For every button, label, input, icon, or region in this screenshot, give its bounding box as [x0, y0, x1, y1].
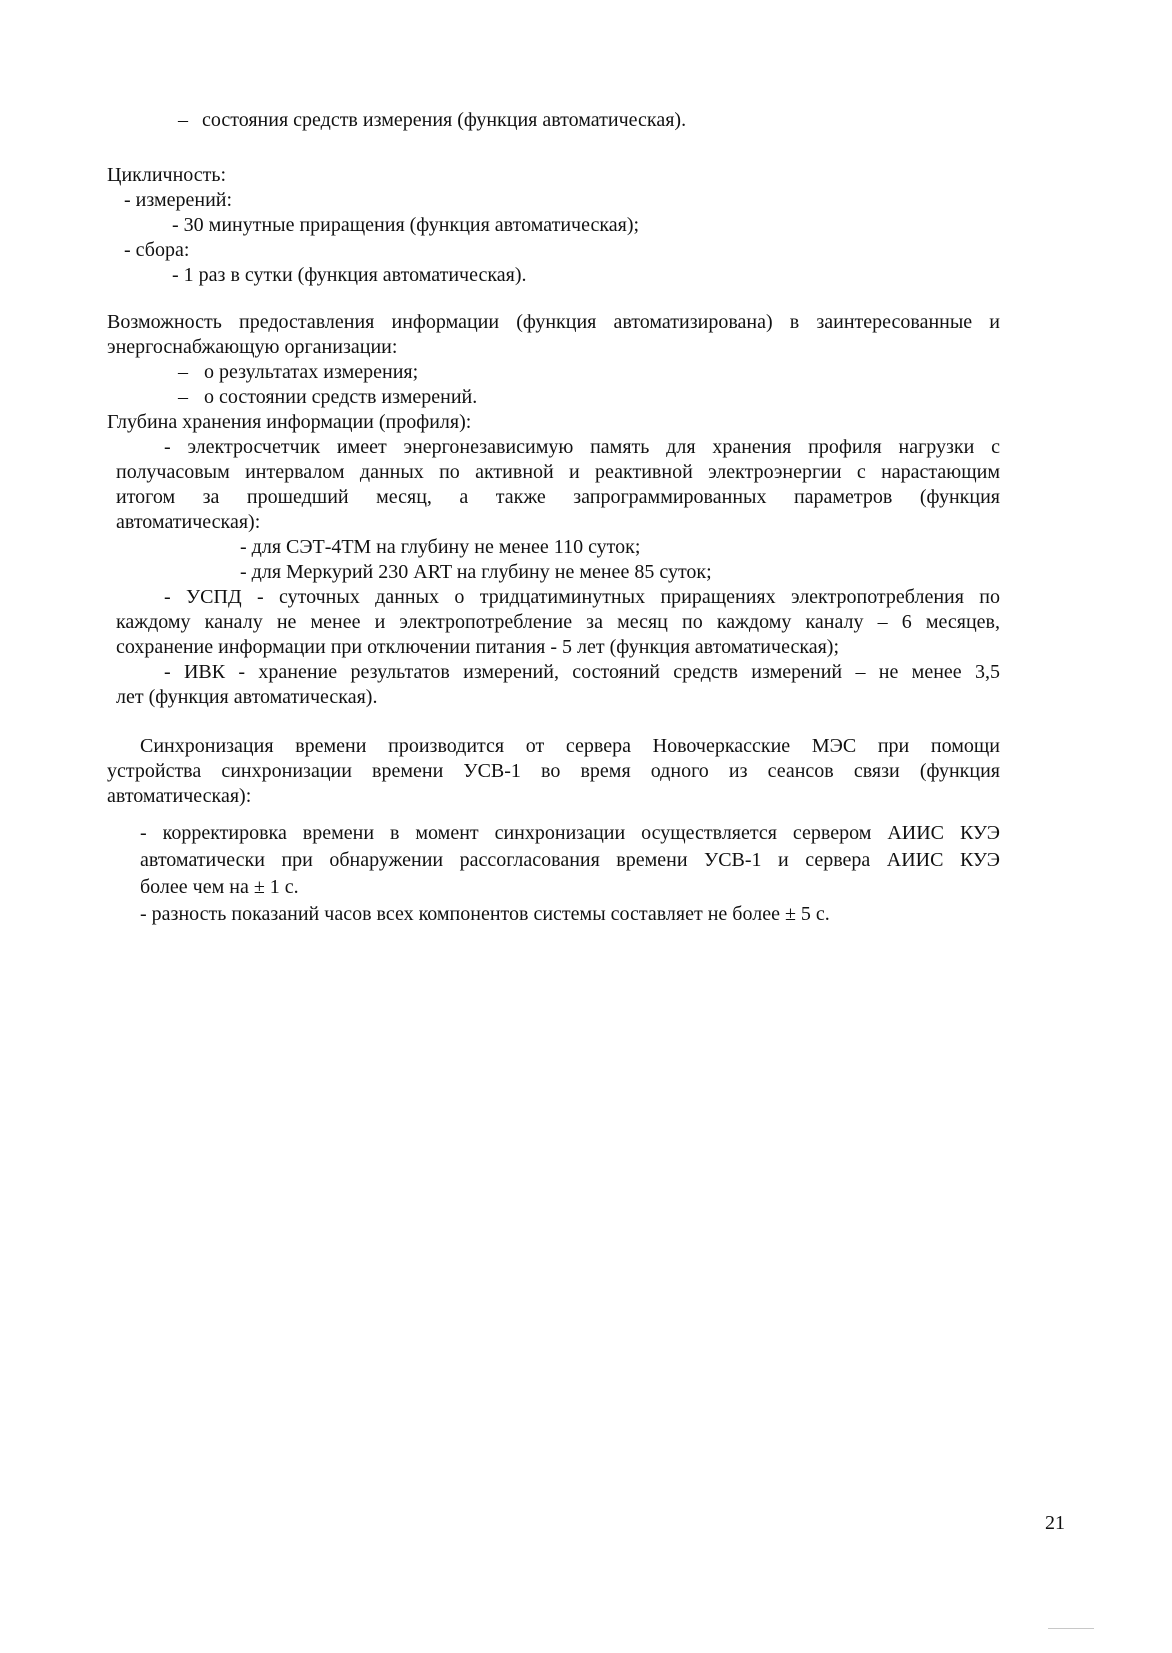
list-item: о состоянии средств измерений. [204, 386, 478, 408]
text-line: - 30 минутные приращения (функция автоматическая); [172, 214, 640, 236]
text-line: получасовым интервалом данных по активной и реактивной электроэнергии с нарастающим [116, 461, 1000, 483]
text-line: - для СЭТ-4ТМ на глубину не менее 110 суток; [240, 536, 641, 558]
text-line: лет (функция автоматическая). [116, 686, 378, 708]
section-title-depth: Глубина хранения информации (профиля): [107, 411, 472, 433]
text-line: более чем на ± 1 с. [140, 876, 299, 898]
text-line: автоматическая): [116, 511, 261, 533]
text-line: - разность показаний часов всех компонентов системы составляет не более ± 5 с. [140, 903, 830, 925]
text-line: устройства синхронизации времени УСВ-1 во время одного из сеансов связи (функция [107, 760, 1000, 782]
page-number: 21 [1045, 1512, 1065, 1534]
text-line: - ИВК - хранение результатов измерений, состояний средств измерений – не менее 3,5 [164, 661, 1000, 683]
text-line: каждому каналу не менее и электропотребление за месяц по каждому каналу – 6 месяцев, [116, 611, 1000, 633]
text-line: - корректировка времени в момент синхронизации осуществляется сервером АИИС КУЭ [140, 822, 1000, 844]
text-line: - измерений: [124, 189, 233, 211]
text-line: - электросчетчик имеет энергонезависимую память для хранения профиля нагрузки с [164, 436, 1000, 458]
text-line: Синхронизация времени производится от сервера Новочеркасские МЭС при помощи [140, 735, 1000, 757]
text-line: энергоснабжающую организации: [107, 336, 398, 358]
text-line: итогом за прошедший месяц, а также запрограммированных параметров (функция [116, 486, 1000, 508]
list-item: о результатах измерения; [204, 361, 419, 383]
text-line: автоматическая): [107, 785, 252, 807]
scan-artifact [1048, 1628, 1094, 1629]
text-line: - 1 раз в сутки (функция автоматическая). [172, 264, 527, 286]
text-line: сохранение информации при отключении питания - 5 лет (функция автоматическая); [116, 636, 840, 658]
list-dash: – [178, 386, 188, 408]
list-dash: – [178, 109, 188, 131]
text-line: Возможность предоставления информации (функция автоматизирована) в заинтересованные и [107, 311, 1000, 333]
section-title-cyclicity: Цикличность: [107, 164, 227, 186]
text-line: - сбора: [124, 239, 190, 261]
text-line: автоматически при обнаружении рассогласования времени УСВ-1 и сервера АИИС КУЭ [140, 849, 1000, 871]
text-line: - УСПД - суточных данных о тридцатиминутных приращениях электропотребления по [164, 586, 1000, 608]
list-dash: – [178, 361, 188, 383]
text-line: состояния средств измерения (функция автоматическая). [202, 109, 687, 131]
text-line: - для Меркурий 230 ART на глубину не менее 85 суток; [240, 561, 712, 583]
